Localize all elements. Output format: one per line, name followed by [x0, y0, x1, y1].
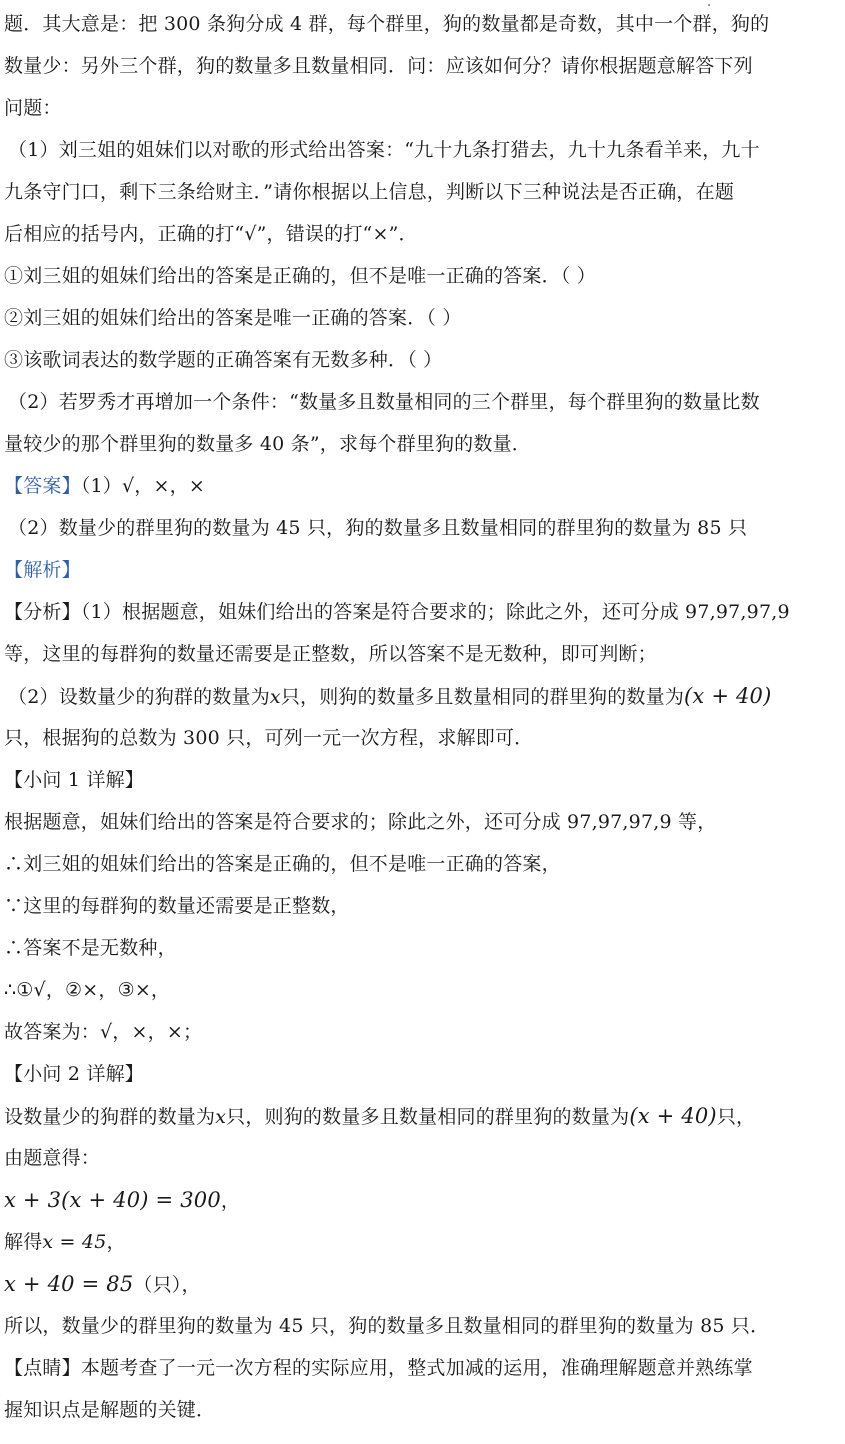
fenxi-label: 【分析】 [4, 601, 81, 623]
fenxi-text: （1）根据题意，姐妹们给出的答案是符合要求的；除此之外，还可分成 97,97,97,9 [80, 601, 790, 623]
fenxi-line-4: 只，根据狗的总数为 300 只，可列一元一次方程，求解即可． [4, 727, 534, 749]
q2-line-4-a: 解得 [4, 1231, 43, 1253]
problem-line-3: 问题： [4, 97, 62, 119]
q1-line-1: 根据题意，姐妹们给出的答案是符合要求的；除此之外，还可分成 97,97,97,9 等， [4, 811, 717, 833]
fenxi-line-3-a: （2）设数量少的狗群的数量为 [8, 686, 270, 708]
q2-line-2: 由题意得： [4, 1147, 101, 1169]
q2-label: 【小问 2 详解】 [4, 1063, 144, 1085]
solution-x: x = 45 [42, 1231, 107, 1253]
fenxi-line-1 [4, 600, 790, 624]
equation-main: x + 3(x + 40) = 300 [4, 1188, 221, 1212]
q2-line-1 [4, 1104, 755, 1129]
answer-line-2: （2）数量少的群里狗的数量为 45 只，狗的数量多且数量相同的群里狗的数量为 85 只 [8, 517, 748, 539]
q1-label: 【小问 1 详解】 [4, 769, 144, 791]
dianjing-text: 本题考查了一元一次方程的实际应用，整式加减的运用，准确理解题意并熟练掌 [80, 1357, 753, 1379]
equation-85: x + 40 = 85 [4, 1272, 134, 1296]
q2-line-1-c: 只， [716, 1106, 756, 1128]
q1-line-2: ∴刘三姐的姐妹们给出的答案是正确的，但不是唯一正确的答案， [4, 853, 561, 875]
dianjing-label: 【点睛】 [4, 1357, 81, 1379]
statement-3: ③该歌词表达的数学题的正确答案有无数多种．（ ） [4, 349, 443, 371]
problem-line-2: 数量少：另外三个群，狗的数量多且数量相同．问：应该如何分？请你根据题意解答下列 [4, 55, 753, 77]
expression-x-plus-40: (x + 40) [629, 1104, 717, 1128]
equation-main-tail: ， [220, 1190, 241, 1212]
variable-x: x [215, 1106, 227, 1128]
q2-line-4-tail: ， [106, 1231, 126, 1253]
problem-line-5: 九条守门口，剩下三条给财主．”请你根据以上信息，判断以下三种说法是否正确，在题 [4, 181, 735, 203]
q2-line-1-b: 只，则狗的数量多且数量相同的群里狗的数量为 [226, 1106, 630, 1128]
statement-1: ①刘三姐的姐妹们给出的答案是正确的，但不是唯一正确的答案．（ ） [4, 265, 596, 287]
q2-line-1-a: 设数量少的狗群的数量为 [4, 1106, 216, 1128]
problem-part-2-line-2: 量较少的那个群里狗的数量多 40 条”，求每个群里狗的数量． [4, 433, 531, 455]
fenxi-line-3-b: 只，则狗的数量多且数量相同的群里狗的数量为 [280, 686, 685, 708]
problem-part-2-line-1: （2）若罗秀才再增加一个条件：“数量多且数量相同的三个群里，每个群里狗的数量比数 [8, 391, 760, 413]
problem-line-1: 题．其大意是：把 300 条狗分成 4 群，每个群里，狗的数量都是奇数，其中一个群，狗的 [4, 13, 770, 35]
scan-dot [708, 4, 710, 6]
variable-x: x [269, 686, 281, 708]
fenxi-line-3 [8, 684, 772, 709]
expression-x-plus-40: (x + 40) [684, 684, 772, 708]
problem-line-4: （1）刘三姐的姐妹们以对歌的形式给出答案：“九十九条打猎去，九十九条看羊来，九十 [8, 139, 760, 161]
answer-line [4, 474, 205, 498]
q2-line-6: 所以，数量少的群里狗的数量为 45 只，狗的数量多且数量相同的群里狗的数量为 85 只． [4, 1315, 770, 1337]
fenxi-line-2: 等，这里的每群狗的数量还需要是正整数，所以答案不是无数种，即可判断； [4, 643, 657, 665]
q1-line-5: ∴①√，②×，③×， [4, 979, 171, 1001]
q2-equation-2 [4, 1272, 201, 1297]
problem-line-6: 后相应的括号内，正确的打“√”，错误的打“×”． [4, 223, 418, 245]
equation-85-tail: （只）， [133, 1274, 201, 1296]
answer-text: （1）√，×，× [80, 475, 205, 497]
dianjing-line-2: 握知识点是解题的关键． [4, 1399, 216, 1421]
q2-line-4 [4, 1230, 126, 1254]
q1-line-3: ∵这里的每群狗的数量还需要是正整数， [4, 895, 350, 917]
dianjing-line-1 [4, 1356, 753, 1380]
q1-line-4: ∴答案不是无数种， [4, 937, 177, 959]
statement-2: ②刘三姐的姐妹们给出的答案是唯一正确的答案．（ ） [4, 307, 462, 329]
q1-line-6: 故答案为：√，×，×； [4, 1021, 203, 1043]
answer-label: 【答案】 [4, 475, 81, 497]
q2-equation-1 [4, 1188, 240, 1213]
analysis-label: 【解析】 [4, 559, 81, 581]
